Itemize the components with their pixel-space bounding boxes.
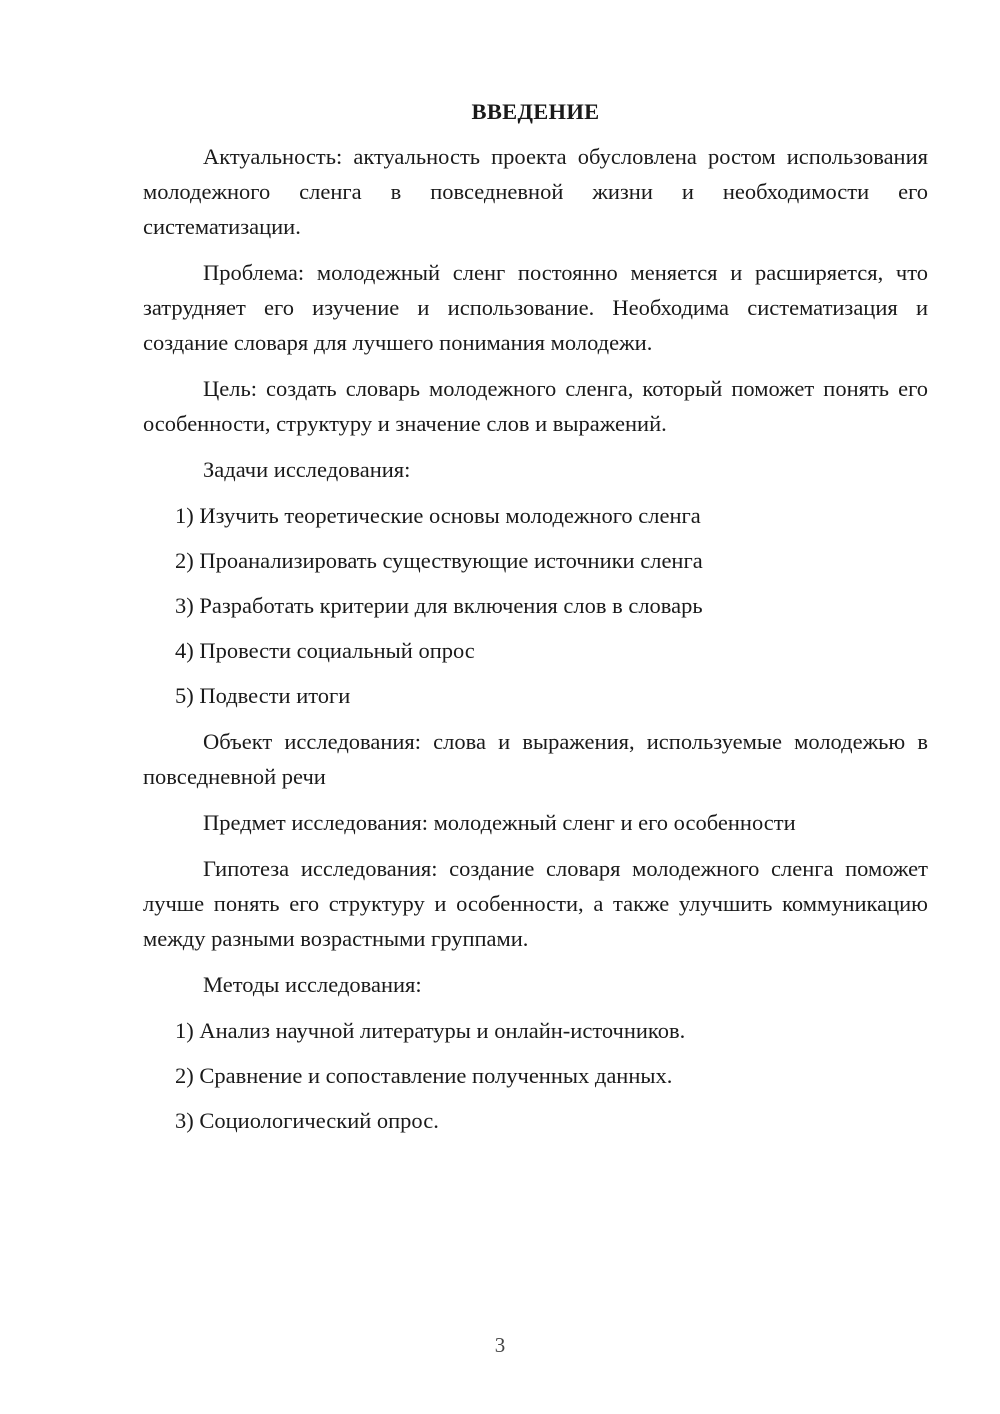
list-item: 4) Провести социальный опрос xyxy=(175,638,475,663)
methods-list xyxy=(143,1013,928,1138)
page-title: ВВЕДЕНИЕ xyxy=(471,99,600,124)
list-item: 2) Проанализировать существующие источники сленга xyxy=(175,548,703,573)
tasks-list xyxy=(143,498,928,713)
paragraph-goal: Цель: создать словарь молодежного сленга, который поможет понять его особенности, структуру и значение слов и выражений. xyxy=(143,376,928,436)
paragraph-object: Объект исследования: слова и выражения, используемые молодежью в повседневной речи xyxy=(143,729,928,789)
list-item: 2) Сравнение и сопоставление полученных данных. xyxy=(175,1063,673,1088)
tasks-heading: Задачи исследования: xyxy=(203,457,411,482)
paragraph-hypothesis: Гипотеза исследования: создание словаря молодежного сленга поможет лучше понять его структуру и особенности, а также улучшить коммуникацию между разными возрастными группами. xyxy=(143,856,928,951)
paragraph-relevance: Актуальность: актуальность проекта обусловлена ростом использования молодежного сленга в повседневной жизни и необходимости его систематизации. xyxy=(143,144,928,239)
list-item: 3) Разработать критерии для включения слов в словарь xyxy=(175,593,703,618)
page-number: 3 xyxy=(494,1333,506,1357)
list-item: 1) Изучить теоретические основы молодежного сленга xyxy=(175,503,701,528)
page-content xyxy=(143,94,928,1149)
list-item: 3) Социологический опрос. xyxy=(175,1108,439,1133)
list-item: 5) Подвести итоги xyxy=(175,683,351,708)
list-item: 1) Анализ научной литературы и онлайн-источников. xyxy=(175,1018,686,1043)
methods-heading: Методы исследования: xyxy=(203,972,422,997)
paragraph-subject: Предмет исследования: молодежный сленг и его особенности xyxy=(203,810,796,835)
paragraph-problem: Проблема: молодежный сленг постоянно меняется и расширяется, что затрудняет его изучение и использование. Необходима систематизация и создание словаря для лучшего понимания молодежи. xyxy=(143,260,928,355)
